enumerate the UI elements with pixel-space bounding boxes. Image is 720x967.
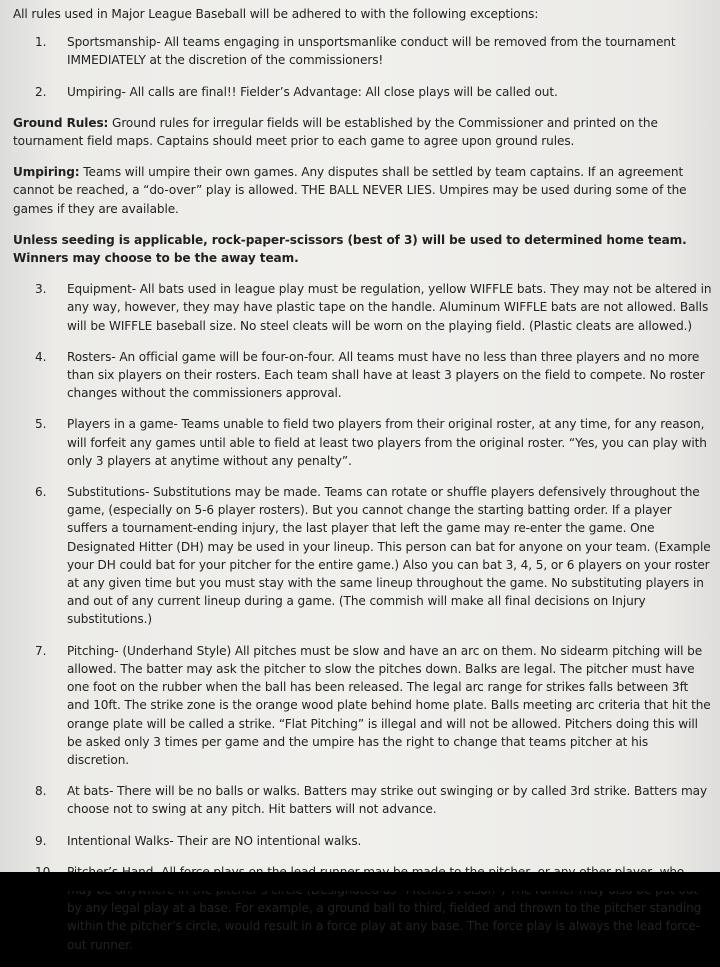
rules-list-b [13, 280, 713, 954]
rule-number: 4. [35, 349, 47, 364]
rule-text: Sportsmanship- All teams engaging in unsportsmanlike conduct will be removed from the tournament IMMEDIATELY at the discretion of the commissioners! [67, 35, 676, 68]
umpiring-heading: Umpiring: [13, 165, 80, 180]
rule-item [13, 832, 713, 850]
rule-number: 3. [35, 282, 47, 297]
umpiring-text: Teams will umpire their own games. Any disputes shall be settled by team captains. If an agreement cannot be reached, a “do-over” play is allowed. THE BALL NEVER LIES. Umpires may be used during some of the games if they are available. [13, 165, 687, 216]
rule-number: 8. [35, 784, 47, 799]
rule-text: Substitutions- Substitutions may be made. Teams can rotate or shuffle players defensively throughout the game, (especially on 5-6 player rosters). But you cannot change the starting batting order. If a player suffers a tournament-ending injury, the last player that left the game may re-enter the game. One Designated Hitter (DH) may be used in your lineup. This person can bat for anyone on your team. (Example your DH could bat for your pitcher for the entire game.) Also you can bat 3, 4, 5, or 6 players on your roster at any given time but you must stay with the same lineup throughout the game. No substituting players in and out of any current lineup during a game. (The commish will make all final decisions on Injury substitutions.) [67, 485, 711, 627]
rule-number: 5. [35, 417, 47, 432]
document-content [13, 5, 713, 967]
rule-text: by any legal play at a base. For example, a ground ball to third, fielded and thrown to the pitcher standing within the pitcher’s circle, would result in a force play at any base. The force play is always the lead force-out runner. [67, 901, 702, 952]
ground-rules-paragraph [13, 114, 713, 150]
rule-text: Pitching- (Underhand Style) All pitches must be slow and have an arc on them. No sidearm pitching will be allowed. The batter may ask the pitcher to slow the pitches down. Balks are legal. The pitcher must have one foot on the rubber when the ball has been released. The legal arc range for strikes falls between 3ft and 10ft. The strike zone is the orange wood plate behind home plate. Balls meeting arc criteria that hit the orange plate will be called a strike. “Flat Pitching” is illegal and will not be allowed. Pitchers doing this will be asked only 3 times per game and the umpire has the right to change that teams pitcher at his discretion. [67, 643, 711, 767]
umpiring-paragraph [13, 163, 713, 218]
rule-item [13, 415, 713, 470]
rule-text: Players in a game- Teams unable to field two players from their original roster, at any time, for any reason, will forfeit any games until able to field at least two players from the original roster. “Yes, you can play with only 3 players at anytime without any penalty”. [67, 417, 707, 468]
rule-text: Equipment- All bats used in league play must be regulation, yellow WIFFLE bats. They may not be altered in any way, however, they may have plastic tape on the handle. Aluminum WIFFLE bats are not allowed. Balls will be WIFFLE baseball size. No steel cleats will be worn on the playing field. (Plastic cleats are allowed.) [67, 282, 712, 333]
seeding-note: Unless seeding is applicable, rock-paper-scissors (best of 3) will be used to determined home team. Winners may choose to be the away team. [13, 232, 687, 266]
rule-number: 6. [35, 485, 47, 500]
intro-text: All rules used in Major League Baseball will be adhered to with the following exceptions: [13, 7, 539, 21]
rule-text: Rosters- An official game will be four-on-four. All teams must have no less than three players and no more than six players on their rosters. Each team shall have at least 3 players on the field to compete. No roster changes without the commissioners approval. [67, 349, 705, 401]
rule-item [13, 33, 713, 69]
rule-item [13, 782, 713, 818]
rule-text: Intentional Walks- Their are NO intentional walks. [67, 833, 362, 848]
rule-number: 1. [35, 35, 47, 50]
rule-item [13, 642, 713, 769]
rules-list-a [13, 33, 713, 101]
rule-item [13, 483, 713, 629]
rule-text: Umpiring- All calls are final!! Fielder’s Advantage: All close plays will be called out. [67, 84, 558, 99]
rule-item [13, 83, 713, 101]
rule-number: 9. [35, 833, 47, 848]
bottom-black-bar [0, 872, 720, 891]
ground-rules-text: Ground rules for irregular fields will be established by the Commissioner and printed on the tournament field maps. Captains should meet prior to each game to agree upon ground rules. [13, 115, 658, 149]
rule-number: 7. [35, 643, 47, 658]
rule-number: 2. [35, 84, 47, 99]
ground-rules-heading: Ground Rules: [13, 115, 109, 130]
rule-item [13, 348, 713, 403]
rule-item [13, 280, 713, 335]
rule-text: At bats- There will be no balls or walks. Batters may strike out swinging or by called 3rd strike. Batters may choose not to swing at any pitch. Hit batters will not advance. [67, 784, 708, 817]
